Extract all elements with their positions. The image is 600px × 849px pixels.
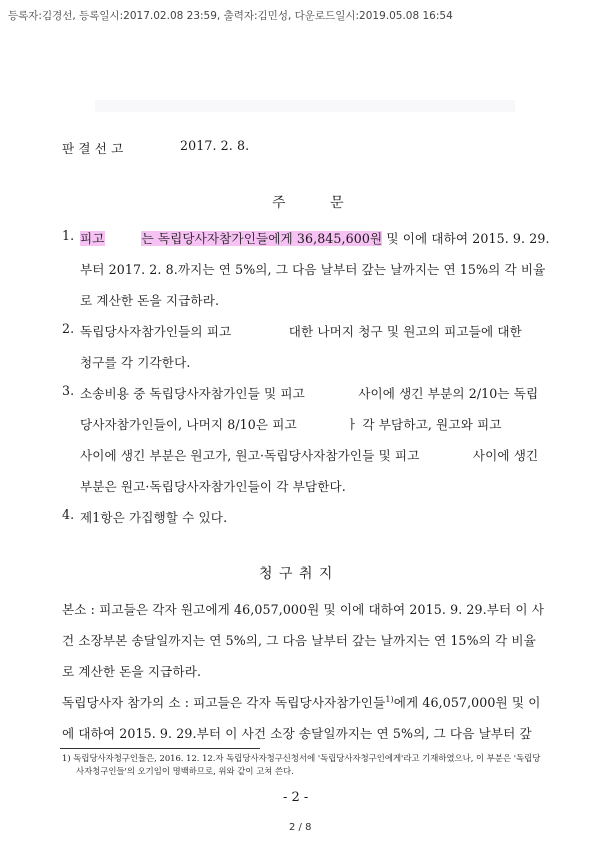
- order-heading: 주 문: [272, 195, 345, 211]
- viewer-page-indicator: 2 / 8: [289, 822, 312, 833]
- redacted-gap: [105, 231, 142, 246]
- sentencing-label: 판 결 선 고: [62, 141, 124, 156]
- order-item-3-line-3: 사이에 생긴 부분은 원고가, 원고·독립당사자참가인들 및 피고 사이에 생긴: [80, 448, 539, 463]
- order-item-1-number: 1.: [62, 228, 75, 243]
- footnote-line-2: 사자청구인들'의 오기임이 명백하므로, 위와 같이 고쳐 쓴다.: [76, 766, 294, 776]
- order-item-3-number: 3.: [62, 383, 75, 398]
- claim-main-line-2: 건 소장부본 송달일까지는 연 5%의, 그 다음 날부터 갚는 날까지는 연 15%의 각 비율: [62, 633, 536, 648]
- order-item-1-line-1: 피고 는 독립당사자참가인들에게 36,845,600원 및 이에 대하여 2015. 9. 29.: [80, 231, 550, 246]
- order-item-2-line-1: 독립당사자참가인들의 피고 대한 나머지 청구 및 원고의 피고들에 대한: [80, 324, 522, 339]
- order-item-2-line-2: 청구를 각 기각한다.: [80, 355, 191, 370]
- order-item-3-line-4: 부분은 원고·독립당사자참가인들이 각 부담한다.: [80, 479, 346, 494]
- highlighted-defendant: 피고: [80, 231, 105, 246]
- claim-main-line-1: 본소 : 피고들은 각자 원고에게 46,057,000원 및 이에 대하여 2015. 9. 29.부터 이 사: [62, 602, 544, 617]
- order-item-1-line-2: 부터 2017. 2. 8.까지는 연 5%의, 그 다음 날부터 갚는 날까지는 연 15%의 각 비율: [80, 262, 546, 277]
- sentencing-date: 2017. 2. 8.: [180, 138, 250, 153]
- order-item-2-number: 2.: [62, 321, 75, 336]
- order-item-3-line-1: 소송비용 중 독립당사자참가인들 및 피고 사이에 생긴 부분의 2/10는 독립: [80, 386, 539, 401]
- claim-joint-line-2: 에 대하여 2015. 9. 29.부터 이 사건 소장 송달일까지는 연 5%의, 그 다음 날부터 갚: [62, 726, 532, 741]
- highlighted-amount: 는 독립당사자참가인들에게 36,845,600원: [141, 231, 383, 246]
- claim-main-line-3: 로 계산한 돈을 지급하라.: [62, 664, 202, 679]
- claim-heading: 청 구 취 지: [259, 566, 334, 582]
- footnote-rule: [60, 748, 260, 749]
- order-item-4-line-1: 제1항은 가집행할 수 있다.: [80, 510, 228, 525]
- footnote-line-1: 1) 독립당사자청구인들은, 2016. 12. 12.자 독립당사자청구신청서에 '독립당사자청구인에게'라고 기재하였으나, 이 부분은 '독립당: [62, 753, 541, 763]
- order-item-1-line-3: 로 계산한 돈을 지급하라.: [80, 293, 220, 308]
- faint-watermark-band: [95, 100, 515, 112]
- page-number: - 2 -: [283, 790, 309, 805]
- claim-joint-line-1: 독립당사자 참가의 소 : 피고들은 각자 독립당사자참가인들$^{1)}$에게 46,057,000원 및 이: [62, 694, 541, 710]
- order-item-4-number: 4.: [62, 507, 75, 522]
- order-item-3-line-2: 당사자참가인들이, 나머지 8/10은 피고 ㅏ 각 부담하고, 원고와 피고: [80, 417, 502, 432]
- footnote-marker: 1): [385, 694, 394, 704]
- download-metadata-header: 등록자:김경선, 등록일시:2017.02.08 23:59, 출력자:김민성, 다운로드일시:2019.05.08 16:54: [8, 10, 453, 22]
